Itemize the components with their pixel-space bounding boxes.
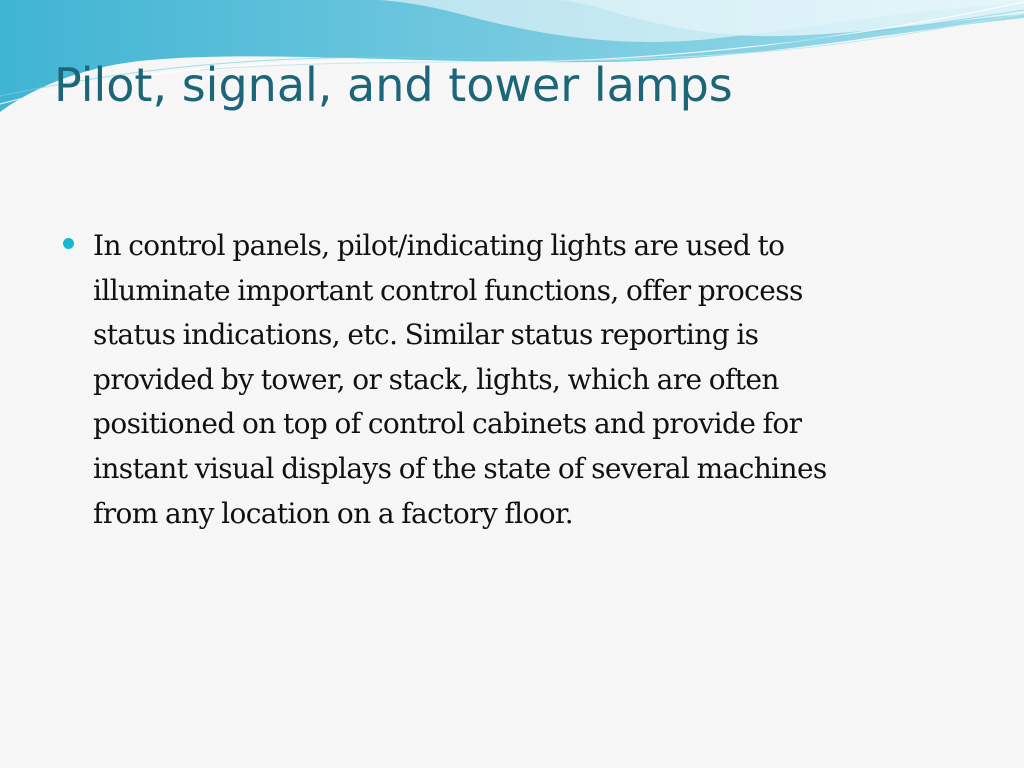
bullet-item: [60, 224, 940, 536]
bullet-line: from any location on a factory floor.: [93, 496, 574, 530]
bullet-line: instant visual displays of the state of several machines: [93, 451, 827, 485]
bullet-line: provided by tower, or stack, lights, which are often: [93, 362, 779, 396]
slide-content: [60, 224, 940, 536]
bullet-line: status indications, etc. Similar status reporting is: [93, 318, 759, 352]
bullet-line: positioned on top of control cabinets and provide for: [93, 407, 802, 441]
bullet-text: [93, 224, 940, 536]
bullet-dot-icon: [63, 238, 74, 249]
bullet-line: In control panels, pilot/indicating lights are used to: [93, 229, 785, 262]
slide-title: Pilot, signal, and tower lamps: [54, 58, 733, 112]
bullet-line: illuminate important control functions, offer process: [93, 273, 803, 307]
